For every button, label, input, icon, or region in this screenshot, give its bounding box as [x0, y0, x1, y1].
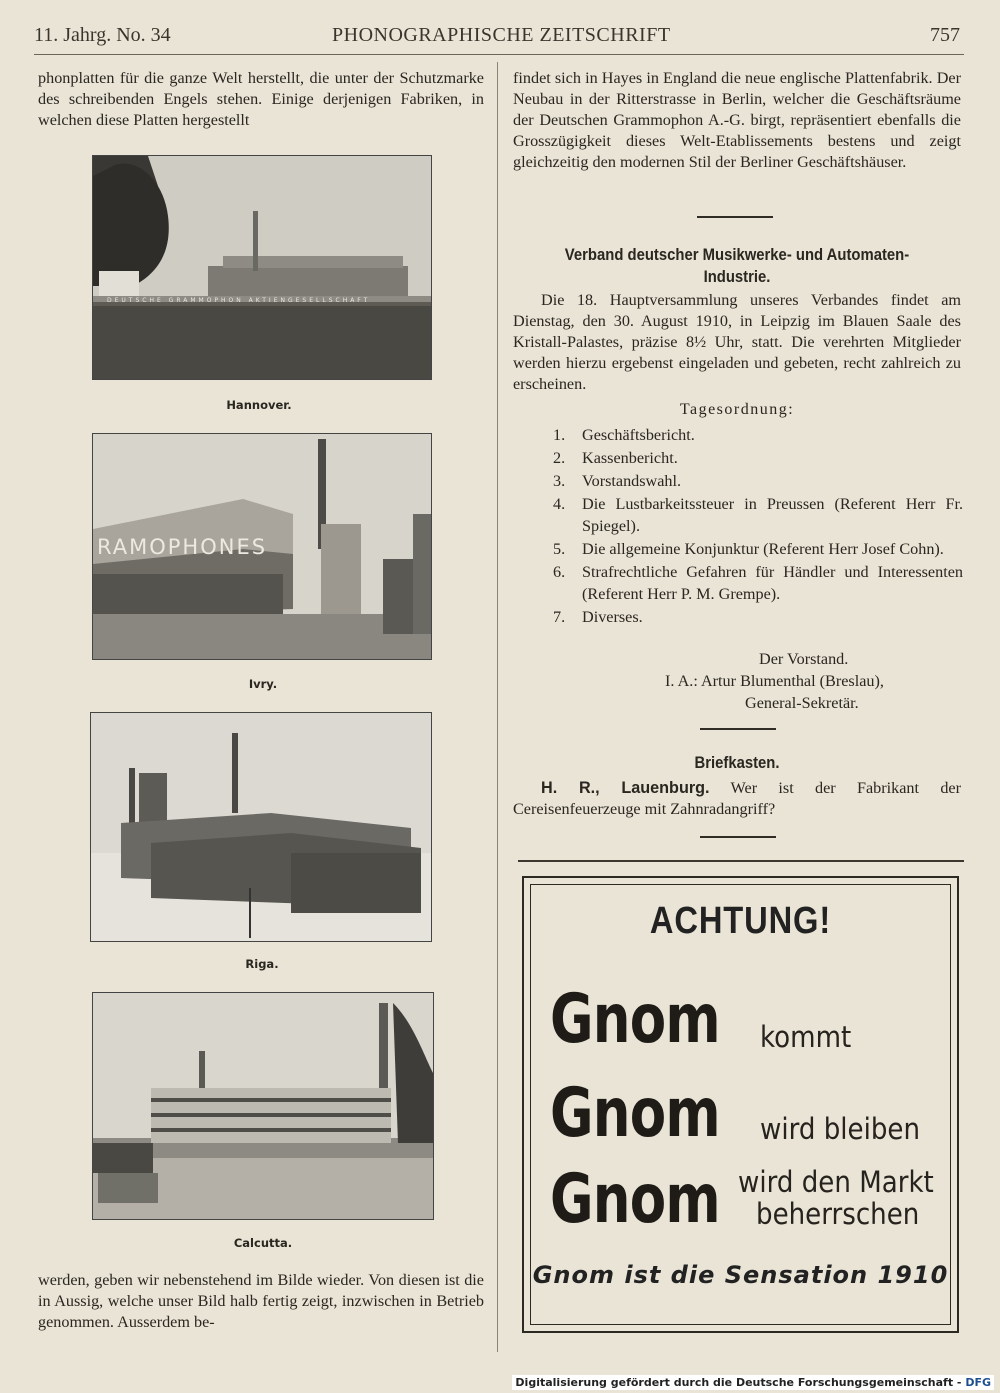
agenda-item: 1. Geschäftsbericht. — [553, 426, 695, 444]
column-divider — [497, 62, 498, 1352]
caption-ivry: Ivry. — [248, 677, 278, 691]
agenda-item: 4. Die Lustbarkeitssteuer in Preussen (Referent Herr Fr. Spiegel). — [553, 495, 963, 535]
ad-brand-3: Gnom — [550, 1160, 720, 1239]
caption-hannover: Hannover. — [226, 398, 292, 412]
signature-name: I. A.: Artur Blumenthal (Breslau), — [665, 672, 884, 690]
section-rule-1 — [697, 216, 773, 218]
briefkasten-sender: H. R., Lauenburg. — [541, 779, 710, 797]
verband-title-line2: Industrie. — [703, 268, 771, 286]
section-rule-2 — [700, 728, 776, 730]
photo-calcutta — [92, 992, 434, 1220]
ad-slogan: Gnom ist die Sensation 1910 — [532, 1261, 949, 1289]
briefkasten-text — [513, 778, 961, 820]
agenda-item: 5. Die allgemeine Konjunktur (Referent Herr Josef Cohn). — [553, 540, 944, 558]
agenda-item: 7. Diverses. — [553, 608, 643, 626]
signature-role: General-Sekretär. — [745, 694, 859, 712]
dfg-logo-icon: DFG — [965, 1376, 991, 1389]
ad-brand-2: Gnom — [550, 1074, 720, 1153]
ivry-sign-text: RAMOPHONES — [97, 535, 268, 559]
photo-hannover — [92, 155, 432, 380]
page-header — [34, 22, 960, 50]
verband-title-line1: Verband deutscher Musikwerke- und Automaten- — [564, 246, 910, 264]
section-rule-3 — [700, 836, 776, 838]
ad-line-markt: wird den Markt — [738, 1165, 934, 1199]
footer-text: Digitalisierung gefördert durch die Deutsche Forschungsgemeinschaft - — [515, 1376, 966, 1389]
hannover-banner-text: DEUTSCHE GRAMMOPHON AKTIENGESELLSCHAFT — [107, 297, 371, 304]
agenda-item: 3. Vorstandswahl. — [553, 472, 682, 490]
left-continuation-text: werden, geben wir nebenstehend im Bilde wieder. Von diesen ist die in Aussig, welche unser Bild halb fertig zeigt, inzwischen in Betrieb genommen. Ausserdem be- — [38, 1271, 484, 1331]
ad-line-bleiben: wird bleiben — [760, 1112, 921, 1146]
ad-line-beherrschen: beherrschen — [756, 1197, 920, 1231]
digitization-footer — [512, 1375, 994, 1390]
verband-title — [535, 244, 938, 288]
right-intro-text: findet sich in Hayes in England die neue englische Plattenfabrik. Der Neubau in der Ritterstrasse in Berlin, welcher die Geschäftsräume der Deutschen Grammophon A.-G. birgt, repräsentiert ebenfalls die Grosszügigkeit dieses Welt-Etablissements bestens und zeigt gleichzeitig den modernen Stil der Berliner Geschäftshäuser. — [513, 69, 961, 171]
gnom-advertisement — [522, 876, 959, 1333]
issue-info: 11. Jahrg. No. 34 — [34, 24, 171, 46]
header-rule — [34, 54, 964, 55]
photo-riga — [90, 712, 432, 942]
page-number: 757 — [930, 24, 960, 46]
agenda-item: 2. Kassenbericht. — [553, 449, 678, 467]
left-intro-text: phonplatten für die ganze Welt herstellt, die unter der Schutzmarke des schreibenden Engels stehen. Einige derjenigen Fabriken, in welchen diese Platten hergestellt — [38, 69, 484, 129]
photo-ivry — [92, 433, 432, 660]
agenda-item: 6. Strafrechtliche Gefahren für Händler und Interessenten (Referent Herr P. M. Grempe). — [553, 563, 963, 603]
agenda-list — [553, 424, 963, 629]
caption-calcutta: Calcutta. — [233, 1236, 293, 1250]
briefkasten-question: Wer ist der Fabrikant der Cereisenfeuerzeuge mit Zahnradangriff? — [513, 779, 961, 818]
agenda-title: Tagesordnung: — [679, 401, 795, 418]
ad-headline: ACHTUNG! — [649, 900, 832, 942]
ad-brand-1: Gnom — [550, 980, 720, 1059]
briefkasten-title: Briefkasten. — [694, 754, 780, 772]
ad-line-kommt: kommt — [760, 1020, 852, 1054]
journal-title: PHONOGRAPHISCHE ZEITSCHRIFT — [332, 24, 671, 46]
verband-paragraph: Die 18. Hauptversammlung unseres Verbandes findet am Dienstag, den 30. August 1910, in Leipzig im Blauen Saale des Kristall-Palastes, präzise 8½ Uhr, statt. Die verehrten Mitglieder werden hierzu ergebenst eingeladen und gebeten, recht zahlreich zu erscheinen. — [513, 291, 961, 393]
signature-board: Der Vorstand. — [759, 650, 849, 668]
ad-top-rule — [518, 860, 964, 862]
caption-riga: Riga. — [245, 957, 279, 971]
